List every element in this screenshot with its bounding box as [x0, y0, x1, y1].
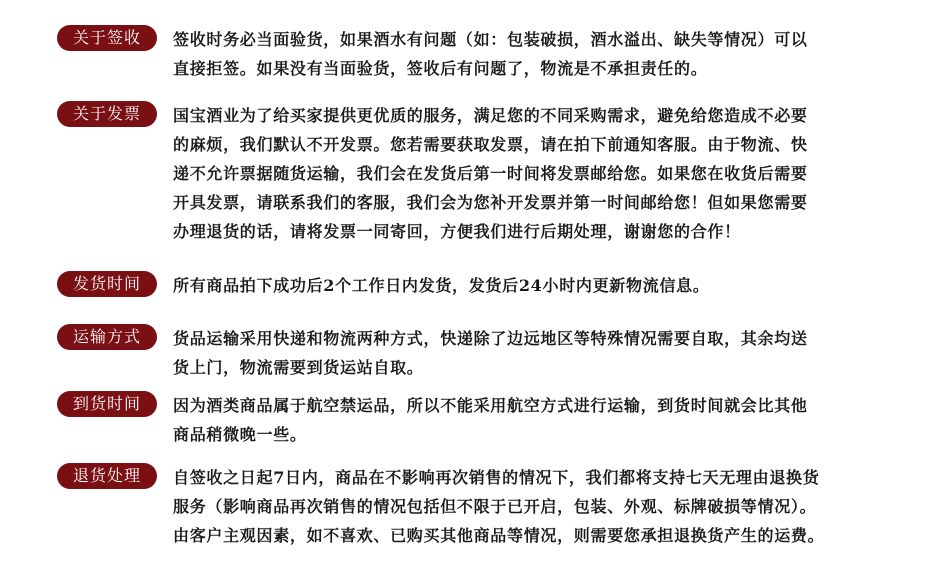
- section-text-arrival-time: [173, 391, 908, 449]
- text-line: 由客户主观因素，如不喜欢、已购买其他商品等情况，则需要您承担退换货产生的运费。: [173, 526, 825, 545]
- text-line: 签收时务必当面验货，如果酒水有问题（如：包装破损，酒水溢出、缺失等情况）可以: [173, 30, 808, 49]
- text-line: 服务（影响商品再次销售的情况包括但不限于已开启，包装、外观、标牌破损等情况）。: [173, 497, 817, 516]
- text-line: 国宝酒业为了给买家提供更优质的服务，满足您的不同采购需求，避免给您造成不必要: [173, 106, 808, 125]
- section-text-signing: [173, 25, 908, 83]
- section-text-returns: [173, 463, 908, 550]
- text-line: 直接拒签。如果没有当面验货，签收后有问题了，物流是不承担责任的。: [173, 59, 708, 78]
- section-text-invoice: [173, 101, 908, 246]
- section-badge-transport: 运输方式: [57, 324, 157, 350]
- section-badge-arrival-time: 到货时间: [57, 391, 157, 417]
- section-text-shipping-time: [173, 271, 908, 300]
- text-line: 货品运输采用快递和物流两种方式，快递除了边远地区等特殊情况需要自取，其余均送: [173, 329, 808, 348]
- text-line: 自签收之日起7日内，商品在不影响再次销售的情况下，我们都将支持七天无理由退换货: [173, 468, 820, 487]
- text-line: 的麻烦，我们默认不开发票。您若需要获取发票，请在拍下前通知客服。由于物流、快: [173, 135, 808, 154]
- text-line: 所有商品拍下成功后2个工作日内发货，发货后24小时内更新物流信息。: [173, 276, 710, 295]
- section-badge-shipping-time: 发货时间: [57, 271, 157, 297]
- section-badge-invoice: 关于发票: [57, 101, 157, 127]
- text-line: 货上门，物流需要到货运站自取。: [173, 358, 424, 377]
- text-line: 商品稍微晚一些。: [173, 425, 307, 444]
- text-line: 办理退货的话，请将发票一同寄回，方便我们进行后期处理，谢谢您的合作！: [173, 222, 741, 241]
- text-line: 因为酒类商品属于航空禁运品，所以不能采用航空方式进行运输，到货时间就会比其他: [173, 396, 808, 415]
- section-badge-signing: 关于签收: [57, 25, 157, 51]
- section-badge-returns: 退货处理: [57, 463, 157, 489]
- text-line: 开具发票，请联系我们的客服，我们会为您补开发票并第一时间邮给您！但如果您需要: [173, 193, 808, 212]
- text-line: 递不允许票据随货运输，我们会在发货后第一时间将发票邮给您。如果您在收货后需要: [173, 164, 808, 183]
- section-text-transport: [173, 324, 908, 382]
